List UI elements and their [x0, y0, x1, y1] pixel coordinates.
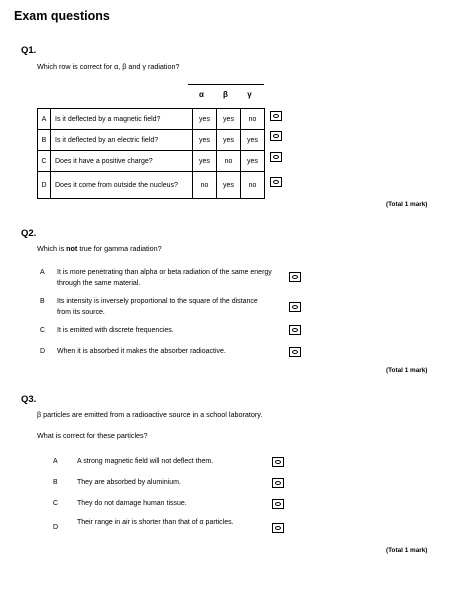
- question-2-stem: [37, 244, 162, 253]
- q1-header-line: [188, 84, 264, 85]
- question-1-number: Q1.: [21, 45, 37, 56]
- table-row: [38, 130, 265, 151]
- q2-option-b-text: Its intensity is inversely proportional to the square of the distance from its source.: [57, 298, 258, 316]
- q3-option-a-letter: A: [53, 458, 58, 465]
- question-2-number: Q2.: [21, 228, 37, 239]
- q2-option-a-letter: A: [40, 269, 45, 276]
- stem-emphasis: not: [66, 244, 78, 253]
- alpha-cell: yes: [193, 130, 217, 151]
- beta-cell: yes: [217, 130, 241, 151]
- q1-header-beta: β: [223, 90, 228, 99]
- q2-answer-c-bubble[interactable]: [289, 325, 301, 335]
- q2-option-d-letter: D: [40, 348, 46, 355]
- q3-option-c-letter: C: [53, 500, 59, 507]
- gamma-cell: yes: [241, 151, 265, 172]
- question-1-stem: Which row is correct for α, β and γ radiation?: [37, 62, 180, 71]
- question-3-stem: β particles are emitted from a radioactive source in a school laboratory.: [37, 410, 263, 419]
- q3-option-c-text: They do not damage human tissue.: [77, 500, 187, 507]
- page-title: Exam questions: [14, 9, 110, 23]
- q2-option-c-letter: C: [40, 327, 46, 334]
- stem-text: true for gamma radiation?: [77, 244, 162, 253]
- q2-option-c-text: It is emitted with discrete frequencies.: [57, 327, 174, 334]
- q3-option-b-text: They are absorbed by aluminium.: [77, 479, 181, 486]
- row-text: Is it deflected by an electric field?: [51, 130, 193, 151]
- table-row: [38, 172, 265, 199]
- q3-total-mark: (Total 1 mark): [386, 547, 428, 554]
- q1-total-mark: (Total 1 mark): [386, 201, 428, 208]
- table-row: [38, 109, 265, 130]
- q1-answer-c-bubble[interactable]: [270, 152, 282, 162]
- row-letter: D: [38, 172, 51, 199]
- q1-answer-b-bubble[interactable]: [270, 131, 282, 141]
- row-letter: B: [38, 130, 51, 151]
- q3-answer-b-bubble[interactable]: [272, 478, 284, 488]
- beta-cell: yes: [217, 109, 241, 130]
- q2-option-a-text: It is more penetrating than alpha or beta radiation of the same energy through the same material.: [57, 269, 272, 287]
- q1-header-alpha: α: [199, 90, 204, 99]
- alpha-cell: yes: [193, 151, 217, 172]
- q2-option-d-text: When it is absorbed it makes the absorber radioactive.: [57, 348, 226, 355]
- beta-cell: no: [217, 151, 241, 172]
- beta-cell: yes: [217, 172, 241, 199]
- question-3-prompt: What is correct for these particles?: [37, 431, 148, 440]
- q3-option-b-letter: B: [53, 479, 58, 486]
- q2-answer-d-bubble[interactable]: [289, 347, 301, 357]
- q3-answer-a-bubble[interactable]: [272, 457, 284, 467]
- stem-text: Which is: [37, 244, 67, 253]
- q2-answer-b-bubble[interactable]: [289, 302, 301, 312]
- q1-answer-a-bubble[interactable]: [270, 111, 282, 121]
- gamma-cell: yes: [241, 130, 265, 151]
- row-text: Does it have a positive charge?: [51, 151, 193, 172]
- alpha-cell: yes: [193, 109, 217, 130]
- row-text: Is it deflected by a magnetic field?: [51, 109, 193, 130]
- alpha-cell: no: [193, 172, 217, 199]
- question-3-number: Q3.: [21, 394, 37, 405]
- row-letter: A: [38, 109, 51, 130]
- q2-option-b-letter: B: [40, 298, 45, 305]
- q1-answer-d-bubble[interactable]: [270, 177, 282, 187]
- gamma-cell: no: [241, 109, 265, 130]
- q1-answer-table: [37, 108, 265, 199]
- q1-header-gamma: γ: [247, 90, 252, 99]
- q2-total-mark: (Total 1 mark): [386, 367, 428, 374]
- q3-answer-d-bubble[interactable]: [272, 523, 284, 533]
- gamma-cell: no: [241, 172, 265, 199]
- table-row: [38, 151, 265, 172]
- q3-answer-c-bubble[interactable]: [272, 499, 284, 509]
- row-letter: C: [38, 151, 51, 172]
- q3-option-d-letter: D: [53, 524, 59, 531]
- q3-option-a-text: A strong magnetic field will not deflect them.: [77, 458, 214, 465]
- q2-answer-a-bubble[interactable]: [289, 272, 301, 282]
- row-text: Does it come from outside the nucleus?: [51, 172, 193, 199]
- q3-option-d-text: Their range in air is shorter than that of α particles.: [77, 519, 234, 526]
